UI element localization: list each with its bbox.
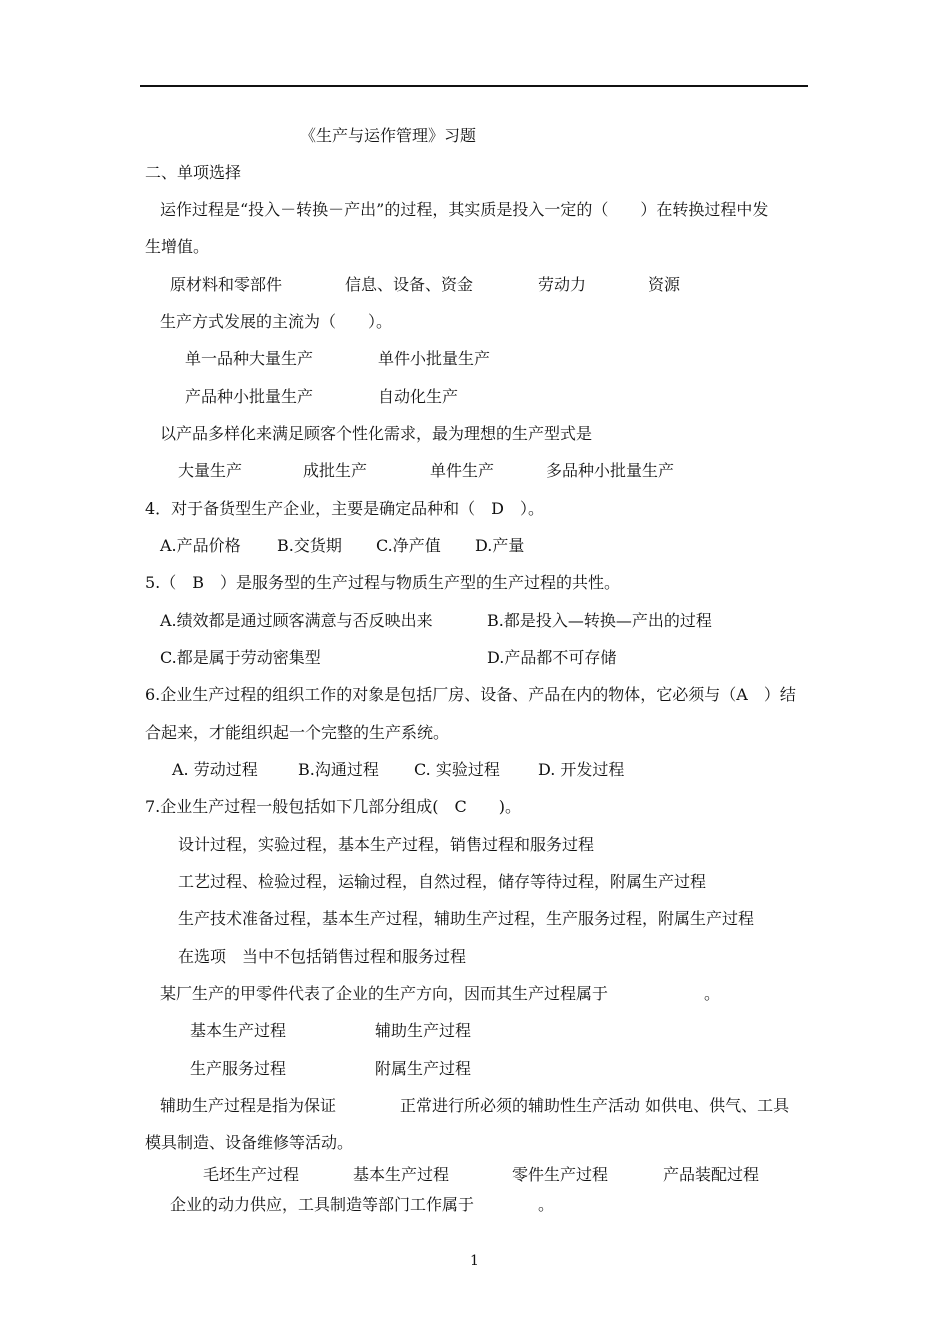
section-heading: 二、单项选择 bbox=[145, 163, 242, 182]
q6-option: A. 劳动过程 bbox=[172, 760, 258, 779]
q8-option: 辅助生产过程 bbox=[375, 1021, 472, 1040]
q8-option: 附属生产过程 bbox=[375, 1059, 472, 1078]
q9-stem-cont: 模具制造、设备维修等活动。 bbox=[145, 1133, 354, 1152]
document-title: 《生产与运作管理》习题 bbox=[300, 126, 477, 145]
q5-option: A.绩效都是通过顾客满意与否反映出来 bbox=[160, 611, 433, 630]
q1-stem: 运作过程是“投入－转换－产出”的过程，其实质是投入一定的（ ）在转换过程中发 bbox=[160, 200, 769, 219]
q9-option: 零件生产过程 bbox=[512, 1165, 609, 1184]
page-number: 1 bbox=[470, 1253, 479, 1269]
q3-option: 单件生产 bbox=[430, 461, 495, 480]
q4-option: A.产品价格 bbox=[160, 536, 241, 555]
q6-stem: 6.企业生产过程的组织工作的对象是包括厂房、设备、产品在内的物体，它必须与（A ）结 bbox=[145, 685, 796, 704]
q3-stem: 以产品多样化来满足顾客个性化需求，最为理想的生产型式是 bbox=[160, 424, 593, 443]
q8-stem: 某厂生产的甲零件代表了企业的生产方向，因而其生产过程属于 。 bbox=[160, 984, 721, 1003]
q8-option: 生产服务过程 bbox=[190, 1059, 287, 1078]
q5-option: D.产品都不可存储 bbox=[487, 648, 617, 667]
q10-stem: 企业的动力供应，工具制造等部门工作属于 。 bbox=[170, 1195, 555, 1214]
q2-option: 产品种小批量生产 bbox=[185, 387, 314, 406]
q7-stem: 7.企业生产过程一般包括如下几部分组成( C )。 bbox=[145, 797, 521, 816]
q1-option: 劳动力 bbox=[538, 275, 587, 294]
q3-option: 大量生产 bbox=[178, 461, 243, 480]
q6-option: B.沟通过程 bbox=[298, 760, 379, 779]
q5-option: B.都是投入—转换—产出的过程 bbox=[487, 611, 712, 630]
q6-option: D. 开发过程 bbox=[538, 760, 625, 779]
q9-option: 毛坯生产过程 bbox=[203, 1165, 300, 1184]
q4-option: C.净产值 bbox=[376, 536, 441, 555]
q9-option: 基本生产过程 bbox=[353, 1165, 450, 1184]
q5-stem: 5.（ B ）是服务型的生产过程与物质生产型的生产过程的共性。 bbox=[145, 573, 621, 592]
q6-option: C. 实验过程 bbox=[414, 760, 500, 779]
q4-stem: 4．对于备货型生产企业，主要是确定品种和（ D ）。 bbox=[145, 499, 545, 518]
q1-option: 资源 bbox=[648, 275, 681, 294]
q2-option: 自动化生产 bbox=[378, 387, 459, 406]
q6-stem-cont: 合起来，才能组织起一个完整的生产系统。 bbox=[145, 723, 450, 742]
q7-option: 工艺过程、检验过程，运输过程，自然过程，储存等待过程，附属生产过程 bbox=[178, 872, 707, 891]
q8-option: 基本生产过程 bbox=[190, 1021, 287, 1040]
q9-stem: 辅助生产过程是指为保证 正常进行所必须的辅助性生产活动 如供电、供气、工具 bbox=[160, 1096, 790, 1115]
header-rule bbox=[140, 85, 808, 87]
q2-stem: 生产方式发展的主流为（ ）。 bbox=[160, 312, 393, 331]
q5-option: C.都是属于劳动密集型 bbox=[160, 648, 321, 667]
q1-option: 原材料和零部件 bbox=[170, 275, 283, 294]
q4-option: D.产量 bbox=[475, 536, 525, 555]
q2-option: 单一品种大量生产 bbox=[185, 349, 314, 368]
q4-option: B.交货期 bbox=[277, 536, 342, 555]
q1-stem-cont: 生增值。 bbox=[145, 237, 210, 256]
q9-option: 产品装配过程 bbox=[663, 1165, 760, 1184]
q2-option: 单件小批量生产 bbox=[378, 349, 491, 368]
q1-option: 信息、设备、资金 bbox=[345, 275, 474, 294]
q3-option: 成批生产 bbox=[303, 461, 368, 480]
q7-option: 生产技术准备过程，基本生产过程，辅助生产过程，生产服务过程，附属生产过程 bbox=[178, 909, 755, 928]
q3-option: 多品种小批量生产 bbox=[546, 461, 675, 480]
q7-option: 设计过程，实验过程，基本生产过程，销售过程和服务过程 bbox=[178, 835, 595, 854]
q7-option: 在选项 当中不包括销售过程和服务过程 bbox=[178, 947, 467, 966]
